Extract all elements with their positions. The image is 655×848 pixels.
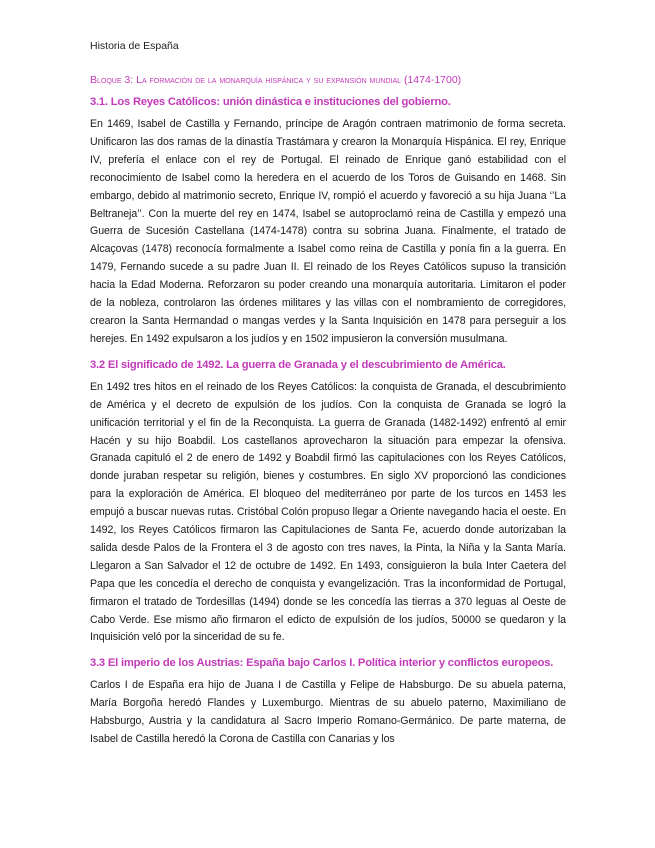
document-body xyxy=(90,74,566,759)
running-header: Historia de España xyxy=(90,40,179,52)
section-title-3-2: 3.2 El significado de 1492. La guerra de Granada y el descubrimiento de América. xyxy=(90,358,506,371)
section-title-3-3: 3.3 El imperio de los Austrias: España bajo Carlos I. Política interior y conflictos europeos. xyxy=(90,657,554,670)
section-text-3-1: En 1469, Isabel de Castilla y Fernando, príncipe de Aragón contraen matrimonio de forma secreta. Unificaron las dos ramas de la dinastía Trastámara y crearon la Monarquía Hispánica. El rey, Enrique IV, prefería el enlace con el rey de Portugal. El reinado de Enrique ganó estabilidad con el reconocimiento de Isabel como la heredera en el acuerdo de los Toros de Guisando en 1468. Sin embargo, debido al matrimonio secreto, Enrique IV, rompió el acuerdo y favoreció a su hija Juana ‘’La Beltraneja’’. Con la muerte del rey en 1474, Isabel se autoproclamó reina de Castilla y empezó una Guerra de Sucesión Castellana (1474-1478) contra su sobrina Juana. Finalmente, el tratado de Alcaçovas (1478) reconocía formalmente a Isabel como reina de Castilla y ponía fin a la guerra. En 1479, Fernando sucede a su padre Juan II. El reinado de los Reyes Católicos supuso la transición hacia la Edad Moderna. Reforzaron su poder creando una monarquía autoritaria. Limitaron el poder de la nobleza, controlaron las órdenes militares y las villas con el nombramiento de corregidores, crearon la Santa Hermandad o mangas verdes y la Santa Inquisición en 1478 para perseguir a los herejes. En 1492 expulsaron a los judíos y en 1502 impusieron la conversión musulmana. xyxy=(90,118,566,345)
section-title-3-1: 3.1. Los Reyes Católicos: unión dinástica e instituciones del gobierno. xyxy=(90,96,451,108)
bloque-title: Bloque 3: La formación de la monarquía hispánica y su expansión mundial (1474-1700) xyxy=(90,74,462,86)
section-text-3-2: En 1492 tres hitos en el reinado de los Reyes Católicos: la conquista de Granada, el descubrimiento de América y el decreto de expulsión de los judíos. Con la conquista de Granada se logró la unificación territorial y el fin de la Reconquista. La guerra de Granada (1482-1492) enfrentó al emir Hacén y su hijo Boabdil. Los castellanos aprovecharon la situación para empezar la ofensiva. Granada capituló el 2 de enero de 1492 y Boabdil firmó las capitulaciones con los Reyes Católicos, donde juraban respetar su religión, bienes y costumbres. En siglo XV proporcionó las condiciones para la exploración de América. El bloqueo del mediterráneo por parte de los turcos en 1453 les empujó a buscar nuevas rutas. Cristóbal Colón propuso llegar a Oriente navegando hacia el oeste. En 1492, los Reyes Católicos firmaron las Capitulaciones de Santa Fe, acuerdo donde autorizaban la salida desde Palos de la Frontera el 3 de agosto con tres naves, la Pinta, la Niña y la Santa María. Llegaron a San Salvador el 12 de octubre de 1492. En 1493, consiguieron la bula Inter Caetera del Papa que les concedía el derecho de conquista y evangelización. Tras la inconformidad de Portugal, firmaron el tratado de Tordesillas (1494) donde se les concedía las tierras a 370 leguas al Oeste de Cabo Verde. Ese mismo año firmaron el edicto de expulsión de los judíos, 50000 se quedaron y la Inquisición veló por la sinceridad de su fe. xyxy=(90,380,566,644)
section-text-3-3: Carlos I de España era hijo de Juana I de Castilla y Felipe de Habsburgo. De su abuela paterna, María Borgoña heredó Flandes y Luxemburgo. Mientras de su abuelo paterno, Maximiliano de Habsburgo, Austria y la candidatura al Sacro Imperio Romano-Germánico. De parte materna, de Isabel de Castilla heredó la Corona de Castilla con Canarias y los xyxy=(90,679,566,746)
